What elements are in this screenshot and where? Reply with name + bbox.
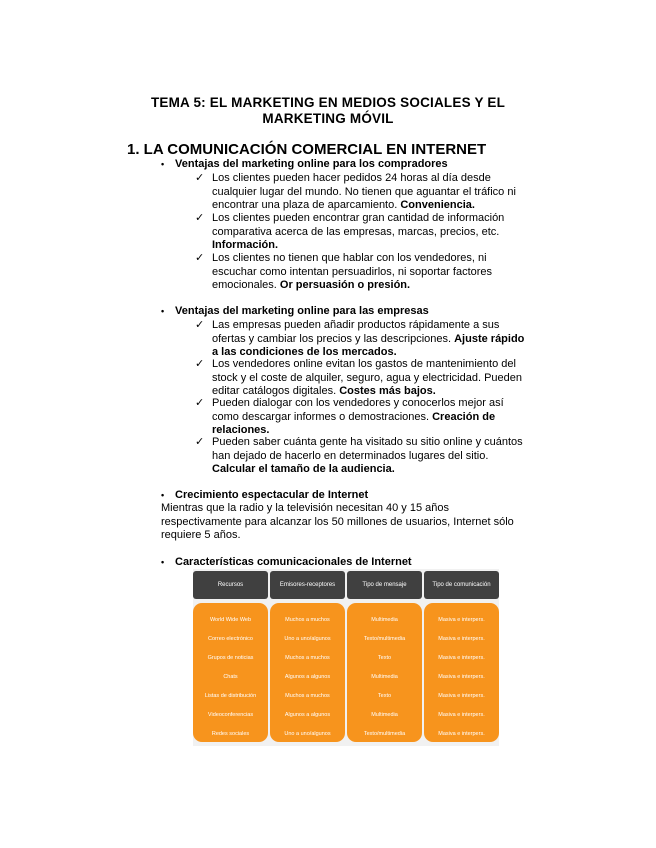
table-cell: Listas de distribución [204, 693, 257, 699]
checkmark-icon: ✓ [195, 252, 205, 264]
heading-text: Crecimiento espectacular de Internet [175, 489, 369, 501]
table-cell: Multimedia [371, 617, 398, 623]
table-cell: Multimedia [371, 712, 398, 718]
bullet-icon: • [161, 306, 165, 316]
list-item: Pueden dialogar con los vendedores y conocerlos mejor así como descargar informes o demostraciones. Creación de relaciones. [212, 397, 504, 436]
table-cell: Multimedia [371, 674, 398, 680]
checkmark-icon: ✓ [195, 358, 205, 370]
table-cell: Algunos a algunos [284, 712, 331, 718]
table-cell: Masiva e interpers. [438, 731, 485, 737]
bullet-heading-empresas [161, 305, 429, 318]
table-cell: Redes sociales [211, 731, 250, 737]
table-cell: Chats [223, 674, 238, 680]
checkmark-icon: ✓ [195, 212, 205, 224]
bullet-icon: • [161, 159, 165, 169]
heading-text: Ventajas del marketing online para las empresas [175, 305, 429, 317]
table-cell: Muchos a muchos [285, 617, 330, 623]
heading-text: Ventajas del marketing online para los compradores [175, 158, 448, 170]
checkmark-icon: ✓ [195, 397, 205, 409]
list-item: Los clientes pueden encontrar gran cantidad de información comparativa acerca de las empresas, marcas, precios, etc. Información. [212, 212, 505, 251]
table-cell: Uno a uno/algunos [284, 731, 331, 737]
checkmark-icon: ✓ [195, 436, 205, 448]
section-heading: 1. LA COMUNICACIÓN COMERCIAL EN INTERNET [127, 141, 487, 158]
table-header-cell: Recursos [193, 571, 268, 599]
list-item: Los vendedores online evitan los gastos de mantenimiento del stock y el coste de alquiler, seguro, agua y electricidad. Pueden editar catálogos digitales. Costes más bajos. [212, 358, 523, 397]
table-header-cell: Tipo de mensaje [347, 571, 422, 599]
table-cell: Masiva e interpers. [438, 712, 485, 718]
table-cell: Masiva e interpers. [438, 617, 485, 623]
checkmark-icon: ✓ [195, 319, 205, 331]
table-cell: Videoconferencias [207, 712, 254, 718]
table-cell: Texto/multimedia [363, 636, 406, 642]
crecimiento-paragraph: Mientras que la radio y la televisión necesitan 40 y 15 años respectivamente para alcanzar los 50 millones de usuarios, Internet sólo requiere 5 años. [161, 502, 514, 541]
table-cell: Masiva e interpers. [438, 655, 485, 661]
list-item: Los clientes no tienen que hablar con los vendedores, ni escuchar como intentan persuadirlos, ni soportar factores emocionales. Or persuasión o presión. [212, 252, 493, 291]
bullet-heading-compradores [161, 158, 448, 171]
table-cell: Texto [377, 693, 392, 699]
table-header-cell: Emisores-receptores [270, 571, 345, 599]
bullet-icon: • [161, 490, 165, 500]
title-line-2: MARKETING MÓVIL [262, 111, 394, 126]
list-item: Los clientes pueden hacer pedidos 24 horas al día desde cualquier lugar del mundo. No tienen que aguantar el tráfico ni encontrar una plaza de aparcamiento. Conveniencia. [212, 172, 516, 211]
bullet-heading-caracteristicas [161, 556, 412, 569]
list-item: Las empresas pueden añadir productos rápidamente a sus ofertas y cambiar los precios y las descripciones. Ajuste rápido a las condiciones de los mercados. [212, 319, 525, 358]
table-cell: Texto/multimedia [363, 731, 406, 737]
table-cell: Uno a uno/algunos [284, 636, 331, 642]
table-cell: Grupos de noticias [207, 655, 254, 661]
table-cell: Algunos a algunos [284, 674, 331, 680]
table-cell: Muchos a muchos [285, 693, 330, 699]
checkmark-icon: ✓ [195, 172, 205, 184]
table-cell: Masiva e interpers. [438, 674, 485, 680]
table-cell: Correo electrónico [208, 636, 253, 642]
table-cell: World Wide Web [209, 617, 252, 623]
title-line-1: TEMA 5: EL MARKETING EN MEDIOS SOCIALES Y EL [150, 95, 506, 110]
bullet-heading-crecimiento [161, 489, 368, 502]
table-cell: Masiva e interpers. [438, 693, 485, 699]
list-item: Pueden saber cuánta gente ha visitado su sitio online y cuántos han dejado de hacerlo en determinados lugares del sitio. Calcular el tamaño de la audiencia. [212, 436, 523, 475]
page-title [120, 95, 536, 127]
table-cell: Texto [377, 655, 392, 661]
table-cell: Muchos a muchos [285, 655, 330, 661]
comm-table [193, 569, 499, 746]
table-header-cell: Tipo de comunicación [424, 571, 499, 599]
table-cell: Masiva e interpers. [438, 636, 485, 642]
heading-text: Características comunicacionales de Internet [175, 556, 412, 568]
bullet-icon: • [161, 557, 165, 567]
